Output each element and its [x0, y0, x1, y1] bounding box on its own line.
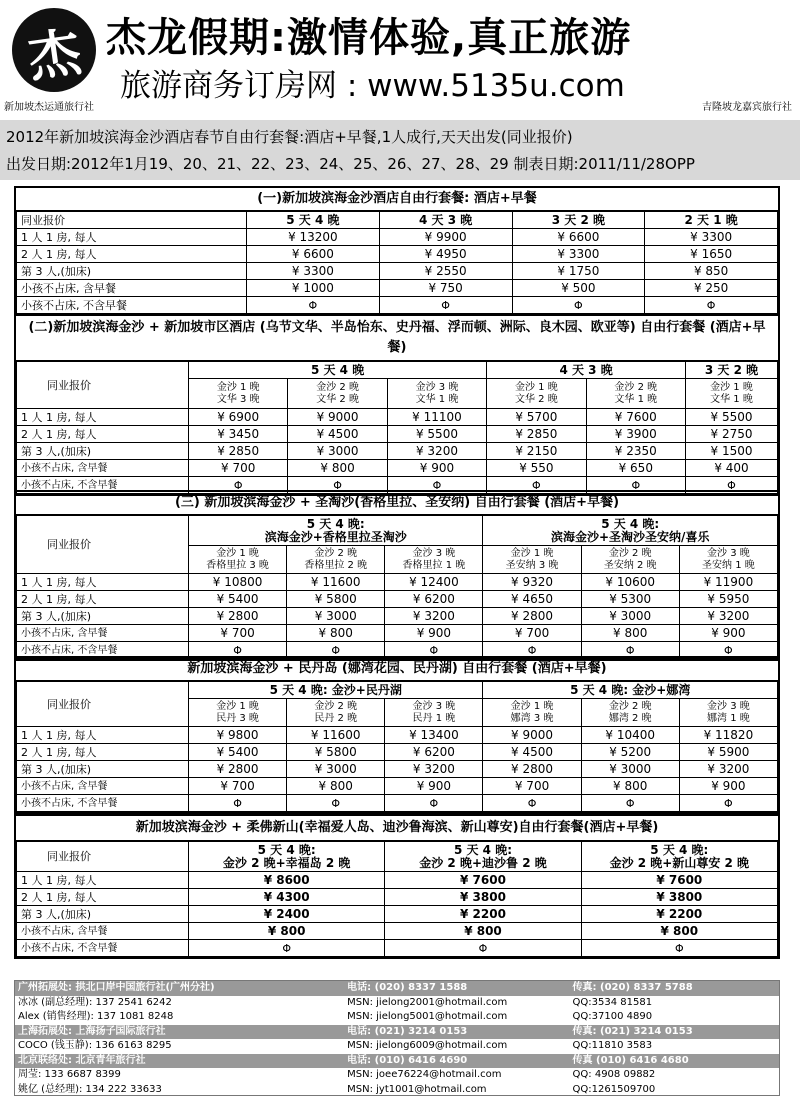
column-header: 5 天 4 晚 [189, 362, 487, 379]
price-cell: ¥ 4300 [189, 889, 385, 906]
row-label: 小孩不占床, 不含早餐 [17, 477, 189, 494]
price-cell: ¥ 900 [679, 778, 777, 795]
price-cell: Φ [483, 642, 581, 659]
row-label: 小孩不占床, 含早餐 [17, 460, 189, 477]
sub-header: 金沙 1 晚 文华 1 晚 [686, 379, 778, 409]
column-header: 4 天 3 晚 [379, 212, 512, 229]
table-row [17, 426, 778, 443]
price-cell: ¥ 800 [581, 625, 679, 642]
price-cell: Φ [581, 940, 777, 957]
price-table [16, 211, 778, 314]
price-cell: ¥ 900 [387, 460, 486, 477]
price-cell: Φ [189, 940, 385, 957]
price-cell: ¥ 4500 [483, 744, 581, 761]
contact-row: Alex (销售经理): 137 1081 8248 MSN: jielong5001@hotmail.com QQ:37100 4890 [18, 1011, 653, 1022]
sub-header: 金沙 2 晚 香格里拉 2 晚 [287, 546, 385, 574]
price-cell: ¥ 2800 [483, 761, 581, 778]
price-cell: ¥ 2800 [483, 608, 581, 625]
price-cell: ¥ 4500 [288, 426, 387, 443]
price-cell: Φ [387, 477, 486, 494]
price-cell: ¥ 9900 [379, 229, 512, 246]
price-cell: ¥ 5950 [679, 591, 777, 608]
column-header: 5 天 4 晚: 滨海金沙+圣淘沙圣安纳/喜乐 [483, 516, 778, 546]
price-cell: Φ [512, 297, 645, 314]
price-cell: ¥ 2150 [487, 443, 586, 460]
price-cell: ¥ 7600 [581, 872, 777, 889]
row-label: 同业报价 [17, 682, 189, 727]
price-cell: Φ [379, 297, 512, 314]
sub-header: 金沙 3 晚 民丹 1 晚 [385, 699, 483, 727]
row-label: 小孩不占床, 含早餐 [17, 625, 189, 642]
column-header: 5 天 4 晚 [247, 212, 380, 229]
price-cell: ¥ 9000 [288, 409, 387, 426]
table-row [17, 460, 778, 477]
price-cell: ¥ 6600 [512, 229, 645, 246]
price-cell: ¥ 3450 [189, 426, 288, 443]
row-label: 1 人 1 房, 每人 [17, 409, 189, 426]
price-cell: ¥ 7600 [385, 872, 581, 889]
table-row [17, 682, 778, 699]
section-title: (二)新加坡滨海金沙 + 新加坡市区酒店 (乌节文华、半岛怡东、史丹福、浮而顿、洲际、良木园、欧亚等) 自由行套餐 (酒店+早餐) [16, 316, 778, 361]
price-cell: ¥ 7600 [586, 409, 685, 426]
contact-row: 冰冰 (副总经理): 137 2541 6242 MSN: jielong2001@hotmail.com QQ:3534 81581 [18, 996, 653, 1008]
price-cell: ¥ 3300 [512, 246, 645, 263]
price-cell: ¥ 700 [483, 778, 581, 795]
column-header: 5 天 4 晚: 金沙 2 晚+迪沙鲁 2 晚 [385, 842, 581, 872]
table-row [17, 727, 778, 744]
price-cell: ¥ 700 [483, 625, 581, 642]
column-header: 5 天 4 晚: 金沙+民丹湖 [189, 682, 483, 699]
table-row [17, 923, 778, 940]
price-cell: Φ [247, 297, 380, 314]
price-table [16, 361, 778, 494]
row-label: 1 人 1 房, 每人 [17, 727, 189, 744]
price-cell: ¥ 3200 [385, 761, 483, 778]
table-row [17, 212, 778, 229]
table-row [17, 872, 778, 889]
price-cell: ¥ 13400 [385, 727, 483, 744]
price-cell: ¥ 11100 [387, 409, 486, 426]
price-cell: Φ [385, 795, 483, 812]
price-cell: ¥ 800 [287, 625, 385, 642]
sub-header: 金沙 3 晚 香格里拉 1 晚 [385, 546, 483, 574]
price-cell: Φ [581, 795, 679, 812]
price-cell: ¥ 11600 [287, 574, 385, 591]
price-cell: ¥ 3300 [247, 263, 380, 280]
price-cell: Φ [189, 795, 287, 812]
price-cell: ¥ 2750 [686, 426, 778, 443]
section-4 [14, 656, 780, 814]
price-cell: ¥ 800 [581, 778, 679, 795]
price-cell: Φ [645, 297, 778, 314]
table-row [17, 263, 778, 280]
contact-row: 姚亿 (总经理): 134 222 33633 MSN: jyt1001@hotmail.com QQ:1261509700 [18, 1083, 656, 1095]
price-cell: ¥ 9800 [189, 727, 287, 744]
price-cell: ¥ 2850 [189, 443, 288, 460]
price-cell: ¥ 4950 [379, 246, 512, 263]
table-row [17, 625, 778, 642]
price-cell: ¥ 4650 [483, 591, 581, 608]
price-cell: ¥ 2200 [581, 906, 777, 923]
price-cell: Φ [581, 642, 679, 659]
price-cell: ¥ 6600 [247, 246, 380, 263]
price-cell: ¥ 12400 [385, 574, 483, 591]
price-cell: ¥ 5700 [487, 409, 586, 426]
table-row [17, 409, 778, 426]
price-cell: ¥ 3000 [581, 608, 679, 625]
price-cell: ¥ 700 [189, 460, 288, 477]
row-label: 2 人 1 房, 每人 [17, 426, 189, 443]
row-label: 同业报价 [17, 516, 189, 574]
table-row [17, 246, 778, 263]
price-cell: Φ [679, 642, 777, 659]
row-label: 小孩不占床, 含早餐 [17, 923, 189, 940]
table-row [17, 362, 778, 379]
column-header: 2 天 1 晚 [645, 212, 778, 229]
price-cell: ¥ 11820 [679, 727, 777, 744]
price-cell: ¥ 2400 [189, 906, 385, 923]
price-cell: ¥ 3800 [385, 889, 581, 906]
price-cell: ¥ 250 [645, 280, 778, 297]
row-label: 第 3 人,(加床) [17, 443, 189, 460]
price-cell: ¥ 3000 [581, 761, 679, 778]
table-row [17, 443, 778, 460]
row-label: 2 人 1 房, 每人 [17, 591, 189, 608]
price-cell: ¥ 2850 [487, 426, 586, 443]
section-title: 新加坡滨海金沙 + 柔佛新山(幸福爱人岛、迪沙鲁海滨、新山尊安)自由行套餐(酒店+早餐) [16, 816, 778, 841]
section-title: 新加坡滨海金沙 + 民丹岛 (娜湾花园、民丹湖) 自由行套餐 (酒店+早餐) [16, 658, 778, 681]
price-cell: ¥ 800 [189, 923, 385, 940]
price-cell: ¥ 3200 [679, 608, 777, 625]
price-cell: ¥ 3000 [287, 608, 385, 625]
sub-header: 金沙 1 晚 娜湾 3 晚 [483, 699, 581, 727]
price-cell: ¥ 2550 [379, 263, 512, 280]
price-cell: Φ [679, 795, 777, 812]
package-banner [0, 120, 800, 180]
row-label: 小孩不占床, 含早餐 [17, 778, 189, 795]
sub-header: 金沙 2 晚 文华 2 晚 [288, 379, 387, 409]
price-cell: Φ [586, 477, 685, 494]
price-cell: ¥ 700 [189, 625, 287, 642]
price-cell: ¥ 900 [385, 778, 483, 795]
price-cell: ¥ 1650 [645, 246, 778, 263]
price-table [16, 841, 778, 957]
sub-header: 金沙 2 晚 圣安纳 2 晚 [581, 546, 679, 574]
price-cell: ¥ 10400 [581, 727, 679, 744]
table-row [17, 744, 778, 761]
banner-line-2: 出发日期:2012年1月19、20、21、22、23、24、25、26、27、28、29 制表日期:2011/11/28OPP [6, 155, 695, 173]
price-cell: ¥ 800 [385, 923, 581, 940]
price-cell: Φ [189, 642, 287, 659]
price-table [16, 515, 778, 659]
column-header: 5 天 4 晚: 金沙+娜湾 [483, 682, 778, 699]
price-cell: ¥ 3200 [387, 443, 486, 460]
website-line: 旅游商务订房网 : www.5135u.com [120, 68, 625, 104]
price-cell: ¥ 5900 [679, 744, 777, 761]
price-cell: ¥ 5300 [581, 591, 679, 608]
table-row [17, 778, 778, 795]
price-cell: ¥ 5800 [287, 591, 385, 608]
table-row [17, 574, 778, 591]
price-cell: Φ [189, 477, 288, 494]
price-cell: Φ [686, 477, 778, 494]
price-cell: ¥ 3000 [288, 443, 387, 460]
column-header: 5 天 4 晚: 金沙 2 晚+新山尊安 2 晚 [581, 842, 777, 872]
price-cell: ¥ 650 [586, 460, 685, 477]
price-cell: ¥ 10600 [581, 574, 679, 591]
price-cell: ¥ 6200 [385, 591, 483, 608]
price-table [16, 681, 778, 812]
sub-header: 金沙 1 晚 文华 3 晚 [189, 379, 288, 409]
contact-row: 广州拓展处: 拱北口岸中国旅行社(广州分社) 电话: (020) 8337 1588 传真: (020) 8337 5788 [15, 981, 779, 996]
price-cell: Φ [385, 940, 581, 957]
price-cell: ¥ 900 [385, 625, 483, 642]
contact-row: 北京联络处: 北京青年旅行社 电话: (010) 6416 4690 传真 (010) 6416 4680 [15, 1054, 779, 1069]
price-cell: Φ [385, 642, 483, 659]
price-cell: ¥ 1000 [247, 280, 380, 297]
price-cell: ¥ 800 [287, 778, 385, 795]
header [0, 0, 800, 118]
row-label: 1 人 1 房, 每人 [17, 574, 189, 591]
price-cell: ¥ 11900 [679, 574, 777, 591]
price-cell: ¥ 6900 [189, 409, 288, 426]
agency-left: 新加坡杰运通旅行社 [4, 102, 94, 113]
price-cell: ¥ 2800 [189, 761, 287, 778]
price-cell: ¥ 3800 [581, 889, 777, 906]
price-cell: ¥ 3000 [287, 761, 385, 778]
price-cell: ¥ 3300 [645, 229, 778, 246]
column-header: 3 天 2 晚 [512, 212, 645, 229]
price-cell: ¥ 3900 [586, 426, 685, 443]
table-row [17, 795, 778, 812]
sub-header: 金沙 3 晚 文华 1 晚 [387, 379, 486, 409]
price-cell: ¥ 2800 [189, 608, 287, 625]
row-label: 小孩不占床, 不含早餐 [17, 795, 189, 812]
price-cell: ¥ 2200 [385, 906, 581, 923]
row-label: 同业报价 [17, 212, 247, 229]
sub-header: 金沙 2 晚 文华 1 晚 [586, 379, 685, 409]
row-label: 小孩不占床, 含早餐 [17, 280, 247, 297]
price-cell: ¥ 8600 [189, 872, 385, 889]
table-row [17, 297, 778, 314]
contact-row: COCO (钱玉静): 136 6163 8295 MSN: jielong6009@hotmail.com QQ:11810 3583 [18, 1040, 653, 1051]
section-3 [14, 490, 780, 661]
table-row [17, 761, 778, 778]
price-cell: ¥ 10800 [189, 574, 287, 591]
row-label: 第 3 人,(加床) [17, 761, 189, 778]
column-header: 3 天 2 晚 [686, 362, 778, 379]
page-title: 杰龙假期:激情体验,真正旅游 [106, 15, 632, 61]
row-label: 1 人 1 房, 每人 [17, 872, 189, 889]
section-title: (一)新加坡滨海金沙酒店自由行套餐: 酒店+早餐 [16, 188, 778, 211]
contact-row: 上海拓展处: 上海扬子国际旅行社 电话: (021) 3214 0153 传真: (021) 3214 0153 [15, 1025, 779, 1040]
banner-line-1: 2012年新加坡滨海金沙酒店春节自由行套餐:酒店+早餐,1人成行,天天出发(同业报价) [6, 128, 573, 146]
price-cell: ¥ 900 [679, 625, 777, 642]
row-label: 同业报价 [17, 362, 189, 409]
price-cell: ¥ 5800 [287, 744, 385, 761]
sub-header: 金沙 1 晚 民丹 3 晚 [189, 699, 287, 727]
row-label: 2 人 1 房, 每人 [17, 744, 189, 761]
price-cell: ¥ 9320 [483, 574, 581, 591]
price-cell: ¥ 5500 [387, 426, 486, 443]
row-label: 小孩不占床, 不含早餐 [17, 642, 189, 659]
row-label: 小孩不占床, 不含早餐 [17, 297, 247, 314]
table-row [17, 842, 778, 872]
sub-header: 金沙 2 晚 民丹 2 晚 [287, 699, 385, 727]
price-cell: ¥ 6200 [385, 744, 483, 761]
table-row [17, 516, 778, 546]
row-label: 2 人 1 房, 每人 [17, 889, 189, 906]
section-1 [14, 186, 780, 316]
sub-header: 金沙 3 晚 娜湾 1 晚 [679, 699, 777, 727]
price-cell: ¥ 400 [686, 460, 778, 477]
price-cell: ¥ 850 [645, 263, 778, 280]
section-2 [14, 314, 780, 496]
agency-right: 吉隆坡龙嘉宾旅行社 [702, 102, 792, 113]
price-cell: Φ [287, 795, 385, 812]
table-row [17, 591, 778, 608]
price-cell: Φ [487, 477, 586, 494]
table-row [17, 229, 778, 246]
price-cell: ¥ 3200 [679, 761, 777, 778]
price-cell: ¥ 5200 [581, 744, 679, 761]
column-header: 4 天 3 晚 [487, 362, 686, 379]
price-cell: ¥ 1500 [686, 443, 778, 460]
price-cell: ¥ 550 [487, 460, 586, 477]
table-row [17, 889, 778, 906]
contact-row: 周莹: 133 6687 8399 MSN: joee76224@hotmail.com QQ: 4908 09882 [18, 1069, 656, 1080]
table-row [17, 608, 778, 625]
price-cell: ¥ 5400 [189, 744, 287, 761]
price-cell: ¥ 2350 [586, 443, 685, 460]
row-label: 第 3 人,(加床) [17, 608, 189, 625]
contact-footer [14, 980, 780, 1096]
sub-header: 金沙 1 晚 香格里拉 3 晚 [189, 546, 287, 574]
price-cell: ¥ 9000 [483, 727, 581, 744]
price-cell: ¥ 500 [512, 280, 645, 297]
sub-header: 金沙 3 晚 圣安纳 1 晚 [679, 546, 777, 574]
section-title: (三) 新加坡滨海金沙 + 圣淘沙(香格里拉、圣安纳) 自由行套餐 (酒店+早餐) [16, 492, 778, 515]
price-cell: ¥ 750 [379, 280, 512, 297]
price-cell: ¥ 800 [581, 923, 777, 940]
price-cell: Φ [483, 795, 581, 812]
price-cell: ¥ 5500 [686, 409, 778, 426]
column-header: 5 天 4 晚: 滨海金沙+香格里拉圣淘沙 [189, 516, 483, 546]
row-label: 第 3 人,(加床) [17, 263, 247, 280]
table-row [17, 280, 778, 297]
row-label: 小孩不占床, 不含早餐 [17, 940, 189, 957]
sub-header: 金沙 1 晚 文华 2 晚 [487, 379, 586, 409]
row-label: 同业报价 [17, 842, 189, 872]
price-cell: ¥ 700 [189, 778, 287, 795]
table-row [17, 940, 778, 957]
section-5 [14, 814, 780, 959]
column-header: 5 天 4 晚: 金沙 2 晚+幸福岛 2 晚 [189, 842, 385, 872]
price-cell: ¥ 3200 [385, 608, 483, 625]
price-cell: ¥ 13200 [247, 229, 380, 246]
table-row [17, 906, 778, 923]
price-cell: ¥ 11600 [287, 727, 385, 744]
company-logo: 杰 [12, 8, 96, 92]
price-cell: ¥ 5400 [189, 591, 287, 608]
row-label: 第 3 人,(加床) [17, 906, 189, 923]
price-cell: ¥ 800 [288, 460, 387, 477]
price-cell: ¥ 1750 [512, 263, 645, 280]
price-cell: Φ [287, 642, 385, 659]
sub-header: 金沙 2 晚 娜湾 2 晚 [581, 699, 679, 727]
row-label: 1 人 1 房, 每人 [17, 229, 247, 246]
sub-header: 金沙 1 晚 圣安纳 3 晚 [483, 546, 581, 574]
price-cell: Φ [288, 477, 387, 494]
row-label: 2 人 1 房, 每人 [17, 246, 247, 263]
